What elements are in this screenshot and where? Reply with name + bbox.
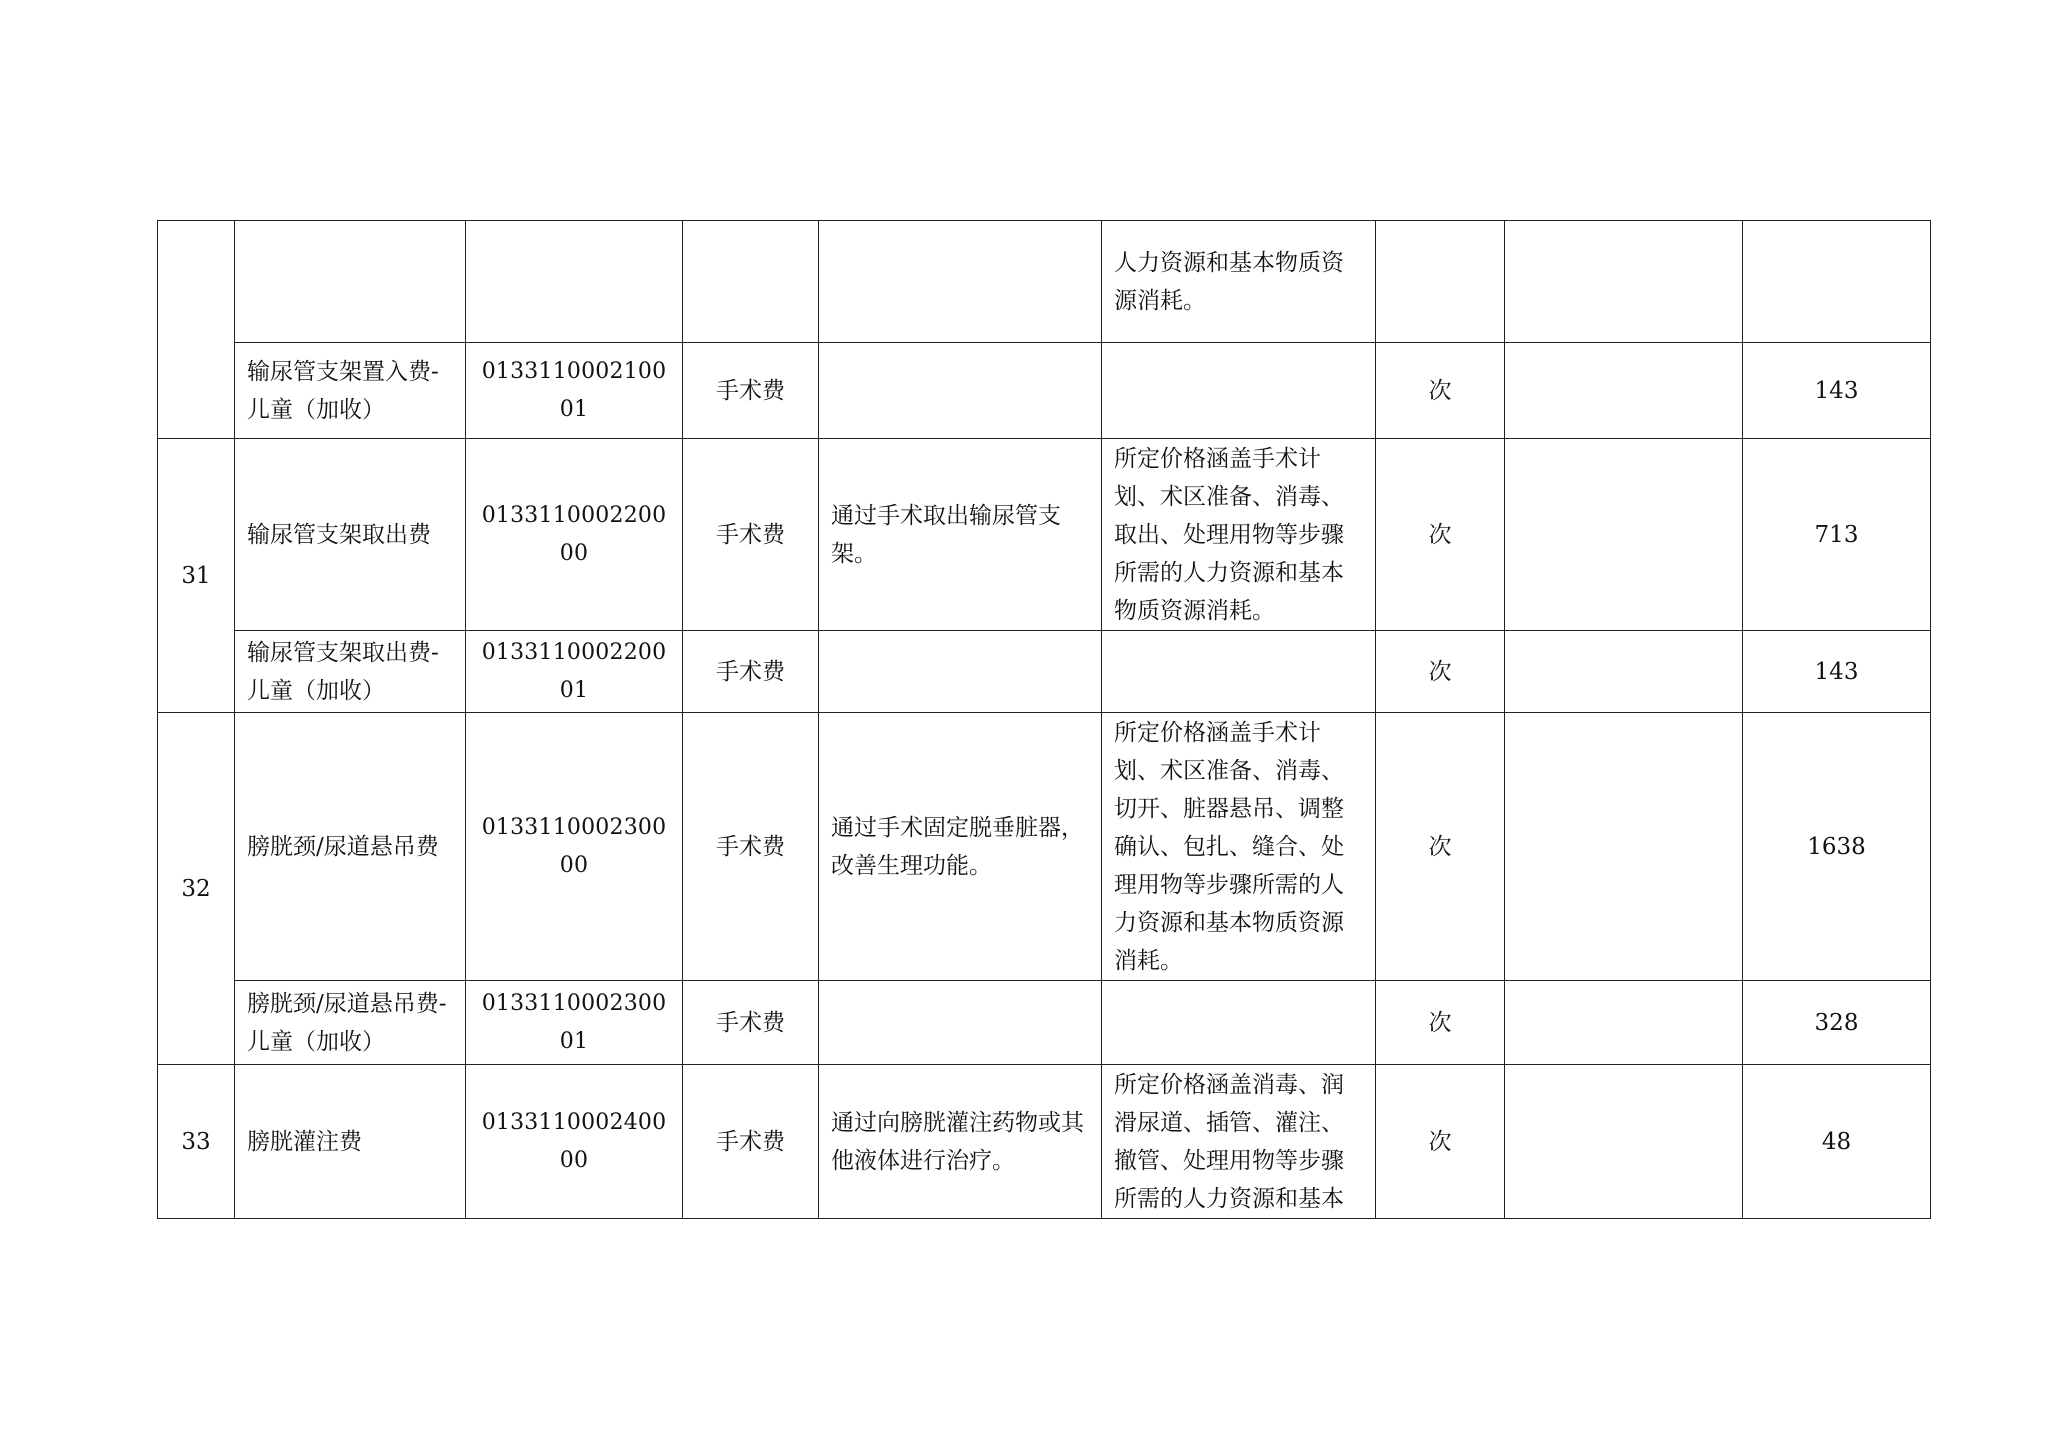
item-name-cell: 膀胱颈/尿道悬吊费-儿童（加收） xyxy=(235,981,466,1065)
item-category-cell: 手术费 xyxy=(683,1065,819,1219)
item-price-cell: 713 xyxy=(1743,439,1931,631)
table-row xyxy=(158,221,1931,343)
table-row xyxy=(158,1065,1931,1219)
item-index-cell xyxy=(158,221,235,439)
item-price-cell: 143 xyxy=(1743,631,1931,713)
item-unit-cell xyxy=(1376,221,1505,343)
item-index-cell: 31 xyxy=(158,439,235,713)
item-scope-cell xyxy=(1102,343,1376,439)
item-code-cell xyxy=(466,221,683,343)
table-row xyxy=(158,631,1931,713)
item-code-cell: 013311000240000 xyxy=(466,1065,683,1219)
table-row xyxy=(158,439,1931,631)
item-description-cell: 通过向膀胱灌注药物或其他液体进行治疗。 xyxy=(819,1065,1102,1219)
item-scope-cell: 所定价格涵盖手术计划、术区准备、消毒、切开、脏器悬吊、调整确认、包扎、缝合、处理用物等步骤所需的人力资源和基本物质资源消耗。 xyxy=(1102,713,1376,981)
item-name-cell: 输尿管支架置入费-儿童（加收） xyxy=(235,343,466,439)
item-code-cell: 013311000210001 xyxy=(466,343,683,439)
item-price-cell: 48 xyxy=(1743,1065,1931,1219)
item-category-cell xyxy=(683,221,819,343)
item-description-cell: 通过手术固定脱垂脏器，改善生理功能。 xyxy=(819,713,1102,981)
item-note-cell xyxy=(1505,343,1743,439)
item-code-cell: 013311000220000 xyxy=(466,439,683,631)
table-row xyxy=(158,343,1931,439)
item-code-cell: 013311000230001 xyxy=(466,981,683,1065)
item-category-cell: 手术费 xyxy=(683,981,819,1065)
item-index-cell: 32 xyxy=(158,713,235,1065)
item-category-cell: 手术费 xyxy=(683,439,819,631)
item-price-cell: 143 xyxy=(1743,343,1931,439)
item-description-cell xyxy=(819,981,1102,1065)
item-note-cell xyxy=(1505,221,1743,343)
item-description-cell xyxy=(819,221,1102,343)
table-row xyxy=(158,981,1931,1065)
item-price-cell: 328 xyxy=(1743,981,1931,1065)
price-table xyxy=(157,220,1931,1219)
item-scope-cell: 所定价格涵盖消毒、润滑尿道、插管、灌注、撤管、处理用物等步骤所需的人力资源和基本 xyxy=(1102,1065,1376,1219)
item-scope-cell: 人力资源和基本物质资源消耗。 xyxy=(1102,221,1376,343)
item-code-cell: 013311000230000 xyxy=(466,713,683,981)
item-name-cell: 输尿管支架取出费-儿童（加收） xyxy=(235,631,466,713)
item-scope-cell xyxy=(1102,631,1376,713)
item-category-cell: 手术费 xyxy=(683,343,819,439)
item-unit-cell: 次 xyxy=(1376,981,1505,1065)
item-name-cell: 膀胱颈/尿道悬吊费 xyxy=(235,713,466,981)
item-description-cell xyxy=(819,631,1102,713)
item-note-cell xyxy=(1505,439,1743,631)
item-unit-cell: 次 xyxy=(1376,343,1505,439)
item-price-cell xyxy=(1743,221,1931,343)
item-category-cell: 手术费 xyxy=(683,631,819,713)
item-name-cell xyxy=(235,221,466,343)
item-unit-cell: 次 xyxy=(1376,631,1505,713)
item-note-cell xyxy=(1505,1065,1743,1219)
item-note-cell xyxy=(1505,631,1743,713)
item-note-cell xyxy=(1505,713,1743,981)
table-row xyxy=(158,713,1931,981)
item-note-cell xyxy=(1505,981,1743,1065)
item-index-cell: 33 xyxy=(158,1065,235,1219)
item-unit-cell: 次 xyxy=(1376,1065,1505,1219)
item-description-cell xyxy=(819,343,1102,439)
item-scope-cell: 所定价格涵盖手术计划、术区准备、消毒、取出、处理用物等步骤所需的人力资源和基本物质资源消耗。 xyxy=(1102,439,1376,631)
item-name-cell: 膀胱灌注费 xyxy=(235,1065,466,1219)
item-code-cell: 013311000220001 xyxy=(466,631,683,713)
item-scope-cell xyxy=(1102,981,1376,1065)
item-description-cell: 通过手术取出输尿管支架。 xyxy=(819,439,1102,631)
item-price-cell: 1638 xyxy=(1743,713,1931,981)
item-unit-cell: 次 xyxy=(1376,439,1505,631)
item-category-cell: 手术费 xyxy=(683,713,819,981)
item-unit-cell: 次 xyxy=(1376,713,1505,981)
item-name-cell: 输尿管支架取出费 xyxy=(235,439,466,631)
